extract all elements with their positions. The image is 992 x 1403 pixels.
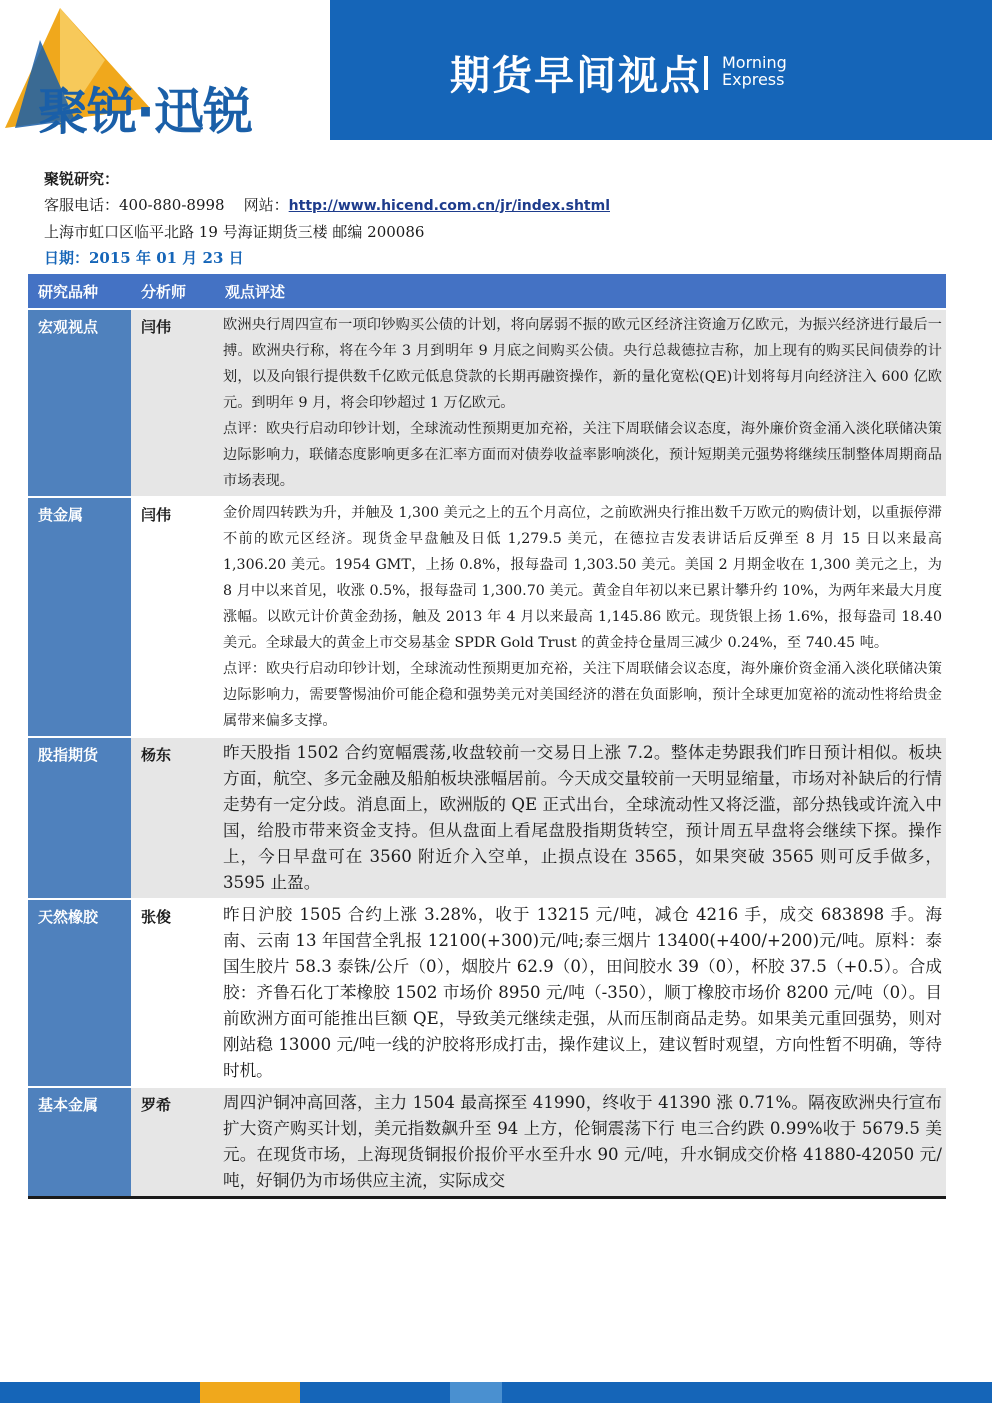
commentary-paragraph: 点评：欧央行启动印钞计划，全球流动性预期更加充裕，关注下周联储会议态度，海外廉价资金涌入淡化联储决策边际影响力，联储态度影响更多在汇率方面而对债券收益率影响淡化，预计短期美元强势将继续压制整体周期商品市场表现。 (223, 421, 942, 489)
row-category: 贵金属 (28, 498, 131, 736)
phone: 客服电话：400-880-8998 (44, 196, 225, 214)
commentary-paragraph: 点评：欧央行启动印钞计划，全球流动性预期更加充裕，关注下周联储会议态度，海外廉价资金涌入淡化联储决策边际影响力，需要警惕油价可能企稳和强势美元对美国经济的潜在负面影响，预计全球更加宽裕的流动性将给贵金属带来偏多支撑。 (223, 661, 942, 729)
row-analyst: 张俊 (131, 900, 215, 1086)
logo (0, 0, 330, 140)
commentary-paragraph: 金价周四转跌为升，并触及 1,300 美元之上的五个月高位，之前欧洲央行推出数千万欧元的购债计划，以重振停滞不前的欧元区经济。现货金早盘触及日低 1,279.5 美元，在德拉吉发表讲话后反弹至 8 月 15 日以来最高 1,306.20 美元。1954 GMT，上扬 0.8%，报每盎司 1,303.50 美元。美国 2 月期金收在 1,300 美元之上，为 8 月中以来首见，收涨 0.5%，报每盎司 1,300.70 美元。黄金自年初以来已累计攀升约 10%，为两年来最大月度涨幅。以欧元计价黄金劲扬，触及 2013 年 4 月以来最高 1,145.86 欧元。现货银上扬 1.6%，报每盎司 18.40 美元。全球最大的黄金上市交易基金 SPDR Gold Trust 的黄金持仓量周三减少 0.24%，至 740.45 吨。 (223, 505, 942, 651)
header-commentary: 观点评述 (225, 282, 286, 301)
footer-segment (0, 1382, 200, 1403)
site-label: 网站： (243, 196, 289, 214)
row-analyst: 杨东 (131, 738, 215, 898)
page-header (0, 0, 992, 140)
contact-info (44, 166, 944, 271)
table-row (28, 736, 946, 898)
row-analyst: 闫伟 (131, 310, 215, 496)
commentary-paragraph: 昨天股指 1502 合约宽幅震荡,收盘较前一交易日上涨 7.2。整体走势跟我们昨日预计相似。板块方面，航空、多元金融及船舶板块涨幅居前。今天成交量较前一天明显缩量，市场对补缺后的行情走势有一定分歧。消息面上，欧洲版的 QE 正式出台，全球流动性又将泛滥，部分热钱或许流入中国，给股市带来资金支持。但从盘面上看尾盘股指期货转空，预计周五早盘将会继续下探。操作上，今日早盘可在 3560 附近介入空单，止损点设在 3565，如果突破 3565 则可反手做多，3595 止盈。 (223, 743, 942, 892)
report-table (28, 274, 946, 1199)
title-divider (704, 56, 708, 90)
table-row (28, 496, 946, 736)
row-category: 基本金属 (28, 1088, 131, 1196)
report-date: 日期：2015 年 01 月 23 日 (44, 249, 244, 267)
commentary-paragraph: 昨日沪胶 1505 合约上涨 3.28%，收于 13215 元/吨，减仓 4216 手，成交 683898 手。海南、云南 13 年国营全乳报 12100(+300)元/吨;泰三烟片 13400(+400/+200)元/吨。原料：泰国生胶片 58.3 泰铢/公斤（0），烟胶片 62.9（0），田间胶水 39（0），杯胶 37.5（+0.5）。合成胶：齐鲁石化丁苯橡胶 1502 市场价 8950 元/吨（-350），顺丁橡胶市场价 8200 元/吨（0）。目前欧洲方面可能推出巨额 QE，导致美元继续走强，从而压制商品走势。如果美元重回强势，则对刚站稳 13000 元/吨一线的沪胶将形成打击，操作建议上，建议暂时观望，方向性暂不明确，等待时机。 (223, 905, 942, 1080)
footer-bar (0, 1382, 992, 1403)
row-category: 股指期货 (28, 738, 131, 898)
table-row (28, 308, 946, 496)
row-commentary (215, 738, 946, 898)
address: 上海市虹口区临平北路 19 号海证期货三楼 邮编 200086 (44, 223, 425, 241)
row-commentary (215, 310, 946, 496)
website-link[interactable]: http://www.hicend.com.cn/jr/index.shtml (288, 198, 610, 214)
table-row (28, 1086, 946, 1199)
logo-text: 聚锐·迅锐 (38, 83, 252, 141)
footer-segment (200, 1382, 300, 1403)
row-commentary (215, 900, 946, 1086)
row-analyst: 罗希 (131, 1088, 215, 1196)
footer-segment (502, 1382, 992, 1403)
row-commentary (215, 498, 946, 736)
table-header (28, 274, 946, 308)
footer-segment (300, 1382, 450, 1403)
org-name: 聚锐研究： (44, 170, 120, 188)
row-commentary (215, 1088, 946, 1196)
table-row (28, 898, 946, 1086)
row-category: 宏观视点 (28, 310, 131, 496)
header-analyst: 分析师 (141, 282, 187, 301)
footer-segment (450, 1382, 502, 1403)
header-category: 研究品种 (38, 282, 99, 301)
page-title: 期货早间视点 (450, 53, 702, 99)
title-english-line1: Morning (722, 53, 787, 72)
title-english-line2: Express (722, 70, 785, 89)
header-banner (330, 0, 992, 140)
commentary-paragraph: 周四沪铜冲高回落，主力 1504 最高探至 41990，终收于 41390 涨 0.71%。隔夜欧洲央行宣布扩大资产购买计划，美元指数飙升至 94 上方，伦铜震荡下行 电三合约跌 0.99%收于 5679.5 美元。在现货市场，上海现货铜报价报价平水至升水 90 元/吨，升水铜成交价格 41880-42050 元/吨，好铜仍为市场供应主流，实际成交 (223, 1093, 942, 1190)
row-category: 天然橡胶 (28, 900, 131, 1086)
title-english (722, 54, 787, 88)
contact-line (44, 192, 944, 219)
commentary-paragraph: 欧洲央行周四宣布一项印钞购买公债的计划，将向孱弱不振的欧元区经济注资逾万亿欧元，为振兴经济进行最后一搏。欧洲央行称，将在今年 3 月到明年 9 月底之间购买公债。央行总裁德拉吉称，加上现有的购买民间债券的计划，以及向银行提供数千亿欧元低息贷款的长期再融资操作，新的量化宽松(QE)计划将每月向经济注入 600 亿欧元。到明年 9 月，将会印钞超过 1 万亿欧元。 (223, 317, 942, 411)
row-analyst: 闫伟 (131, 498, 215, 736)
